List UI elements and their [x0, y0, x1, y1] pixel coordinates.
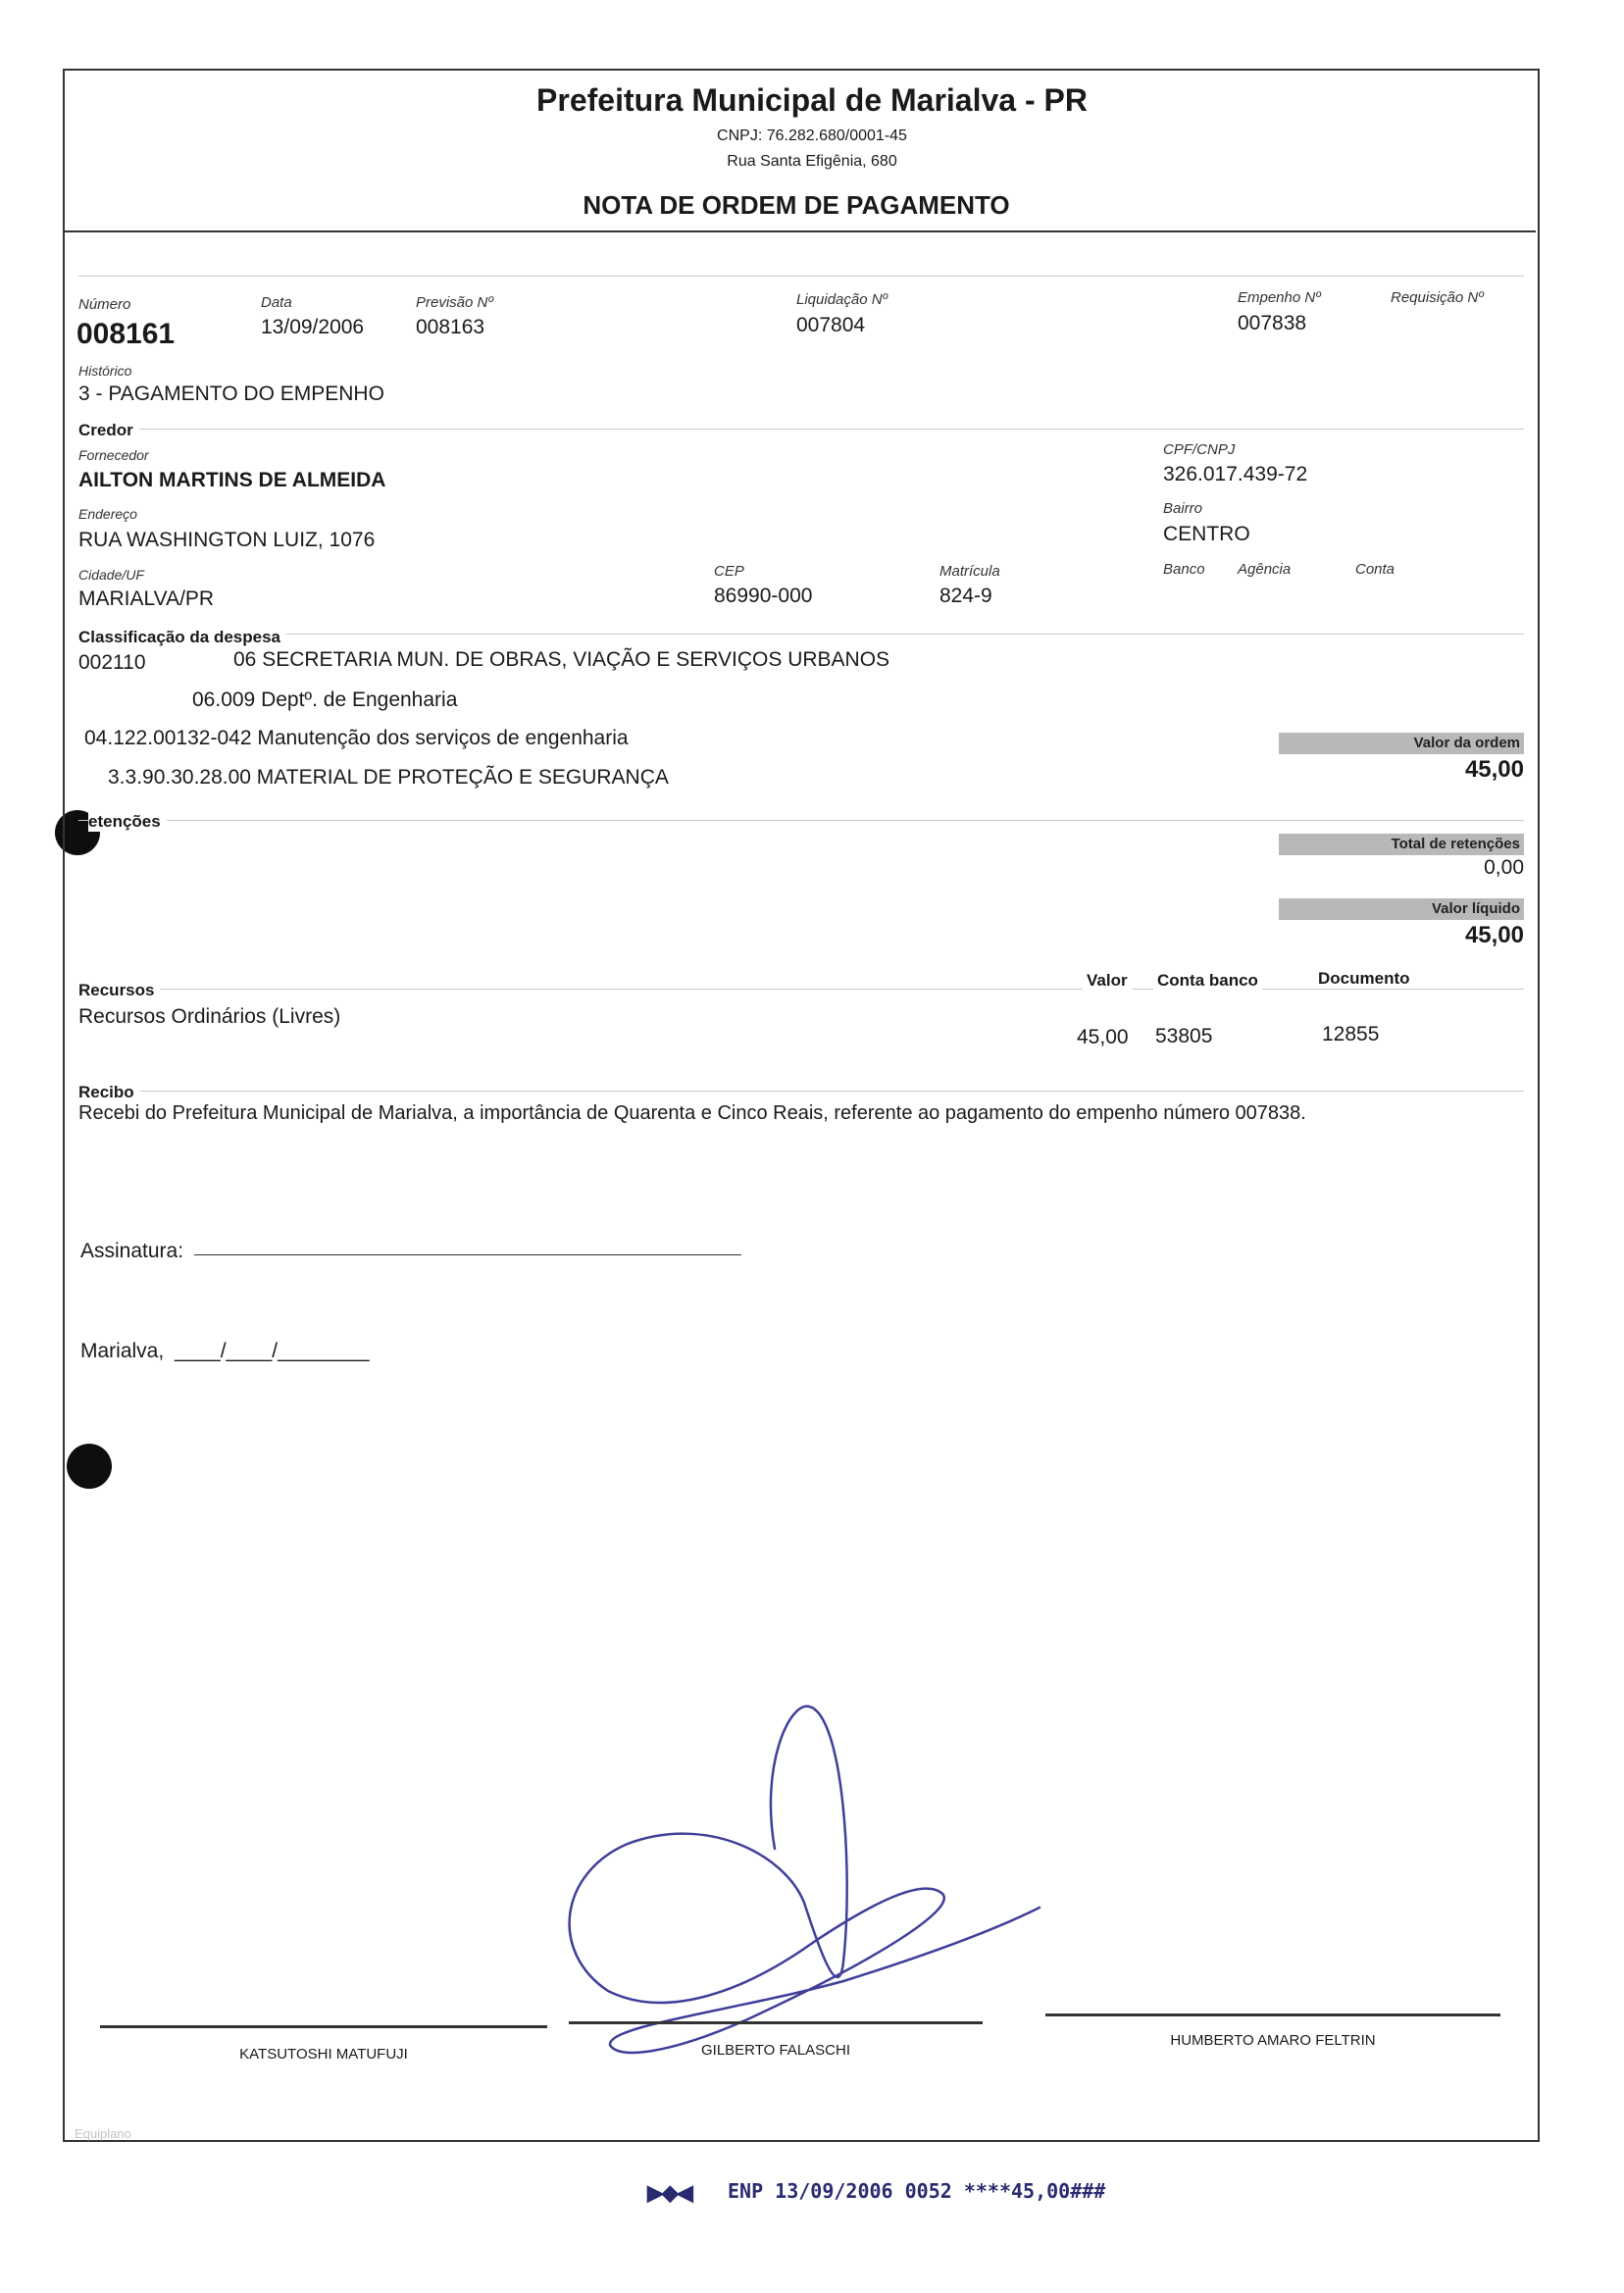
handwritten-signature: [549, 1697, 1059, 2069]
cidade-value: MARIALVA/PR: [78, 587, 215, 610]
signatory-2: GILBERTO FALASCHI: [701, 2042, 850, 2059]
address-line: Rua Santa Efigênia, 680: [727, 153, 897, 170]
retencoes-divider: [78, 820, 1524, 821]
liquidacao-value: 007804: [796, 314, 866, 336]
signatory-3: HUMBERTO AMARO FELTRIN: [1170, 2032, 1376, 2049]
bairro-label: Bairro: [1163, 500, 1203, 517]
bank-stamp-text: ENP 13/09/2006 0052 ****45,00###: [728, 2179, 1106, 2203]
banco-label: Banco: [1163, 561, 1205, 578]
classificacao-section-title: Classificação da despesa: [78, 628, 286, 647]
valor-liquido-label: Valor líquido: [1279, 898, 1524, 920]
total-retencoes-value: 0,00: [1484, 856, 1524, 879]
cnpj-line: CNPJ: 76.282.680/0001-45: [717, 127, 907, 144]
elemento-value: 3.3.90.30.28.00 MATERIAL DE PROTEÇÃO E SEGURANÇA: [108, 766, 669, 789]
numero-label: Número: [78, 296, 131, 313]
date-blank: ____/____/________: [175, 1340, 370, 1362]
recursos-documento-label: Documento: [1314, 969, 1414, 989]
page-title: Prefeitura Municipal de Marialva - PR: [536, 82, 1088, 118]
document-type-title: NOTA DE ORDEM DE PAGAMENTO: [583, 190, 1010, 220]
cpf-value: 326.017.439-72: [1163, 463, 1308, 485]
endereco-label: Endereço: [78, 506, 137, 522]
signature-line-3: [1045, 2013, 1500, 2016]
bank-stamp-logo: ▶◆◀: [647, 2180, 691, 2205]
matricula-label: Matrícula: [939, 563, 1000, 580]
signature-line-2: [569, 2021, 983, 2024]
assinatura-line: [194, 1254, 741, 1255]
data-label: Data: [261, 294, 292, 311]
historico-value: 3 - PAGAMENTO DO EMPENHO: [78, 382, 384, 405]
recursos-section-title: Recursos: [78, 981, 160, 1000]
historico-label: Histórico: [78, 363, 132, 379]
departamento-value: 06.009 Deptº. de Engenharia: [192, 688, 458, 711]
previsao-label: Previsão Nº: [416, 294, 493, 311]
conta-label: Conta: [1355, 561, 1396, 578]
fornecedor-label: Fornecedor: [78, 447, 149, 463]
empenho-label: Empenho Nº: [1238, 289, 1321, 306]
fornecedor-value: AILTON MARTINS DE ALMEIDA: [78, 469, 386, 491]
recursos-documento-value: 12855: [1322, 1023, 1380, 1045]
valor-ordem-value: 45,00: [1464, 756, 1524, 783]
assinatura-label: Assinatura:: [80, 1240, 184, 1262]
previsao-value: 008163: [416, 316, 485, 338]
recursos-fonte-value: Recursos Ordinários (Livres): [78, 1005, 341, 1028]
cep-label: CEP: [714, 563, 744, 580]
liquidacao-label: Liquidação Nº: [796, 291, 888, 308]
classificacao-divider: [78, 634, 1524, 635]
endereco-value: RUA WASHINGTON LUIZ, 1076: [78, 529, 376, 551]
recursos-conta-label: Conta banco: [1153, 971, 1262, 991]
secretaria-value: 06 SECRETARIA MUN. DE OBRAS, VIAÇÃO E SERVIÇOS URBANOS: [233, 648, 890, 671]
ids-divider: [78, 276, 1524, 277]
recursos-valor-value: 45,00: [1077, 1026, 1129, 1048]
credor-section-title: Credor: [78, 421, 139, 440]
classificacao-code: 002110: [78, 651, 146, 674]
cpf-label: CPF/CNPJ: [1163, 441, 1236, 458]
retencoes-section-title: etenções: [88, 812, 167, 832]
signature-line-1: [100, 2025, 547, 2028]
recibo-section-title: Recibo: [78, 1083, 140, 1102]
valor-ordem-label: Valor da ordem: [1279, 733, 1524, 754]
total-retencoes-label: Total de retenções: [1279, 834, 1524, 855]
credor-divider: [78, 429, 1524, 430]
empenho-value: 007838: [1238, 312, 1307, 334]
recursos-valor-label: Valor: [1083, 971, 1132, 991]
data-value: 13/09/2006: [261, 316, 365, 338]
agencia-label: Agência: [1238, 561, 1292, 578]
recibo-divider: [78, 1091, 1524, 1092]
recibo-text: Recebi do Prefeitura Municipal de Marialva, a importância de Quarenta e Cinco Reais, referente ao pagamento do empenho número 007838.: [78, 1102, 1306, 1124]
signatory-1: KATSUTOSHI MATUFUJI: [239, 2046, 408, 2063]
matricula-value: 824-9: [939, 585, 992, 607]
numero-value: 008161: [76, 318, 176, 350]
cep-value: 86990-000: [714, 585, 813, 607]
recursos-conta-value: 53805: [1155, 1025, 1213, 1047]
header-divider: [65, 230, 1536, 232]
recursos-divider: [78, 989, 1524, 990]
bairro-value: CENTRO: [1163, 523, 1250, 545]
programa-value: 04.122.00132-042 Manutenção dos serviços de engenharia: [84, 727, 629, 749]
requisicao-label: Requisição Nº: [1391, 289, 1484, 306]
valor-liquido-value: 45,00: [1464, 922, 1524, 948]
software-watermark: Equiplano: [75, 2126, 131, 2141]
local-label: Marialva,: [80, 1340, 165, 1362]
cidade-label: Cidade/UF: [78, 567, 144, 583]
